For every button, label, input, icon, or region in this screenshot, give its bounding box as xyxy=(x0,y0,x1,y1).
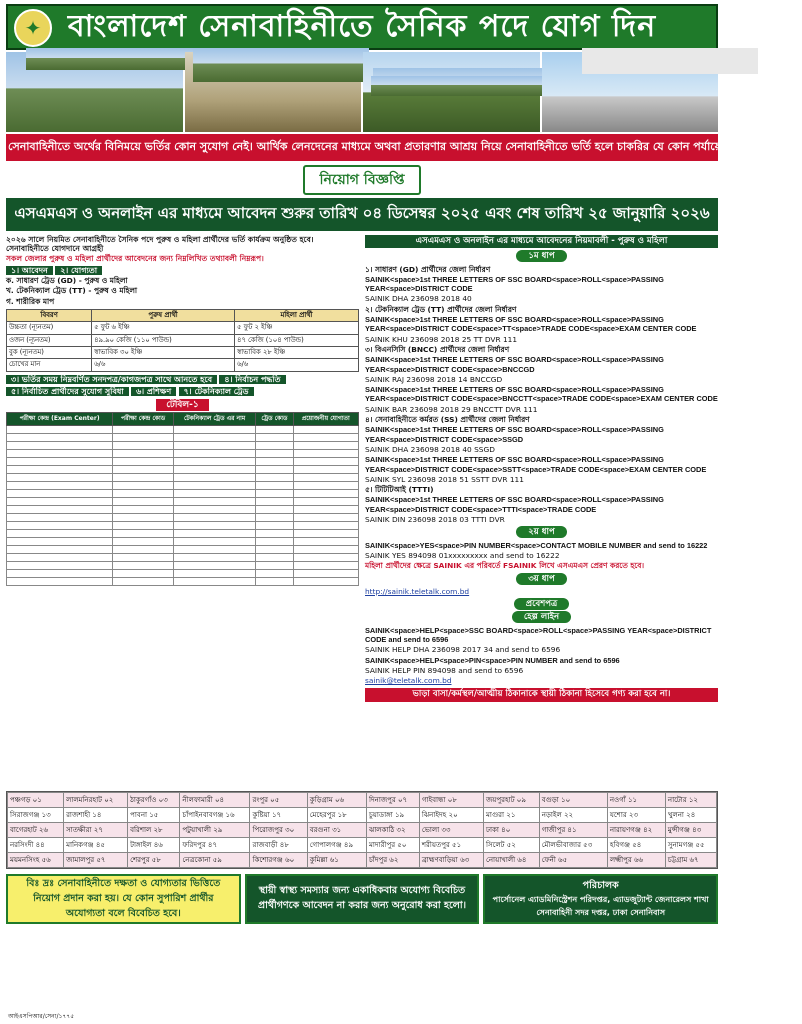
table-cell xyxy=(173,433,255,441)
sms-rules-heading: এসএমএস ও অনলাইন এর মাধ্যমে আবেদনের নিয়মাবলী - পুরুষ ও মহিলা xyxy=(365,235,718,248)
table-cell xyxy=(293,457,358,465)
subsection-physical: গ. শারীরিক মাপ xyxy=(6,296,55,306)
table-row xyxy=(7,481,359,489)
table-cell xyxy=(113,577,174,585)
table-cell xyxy=(293,441,358,449)
district-cell: হবিগঞ্জ ৫৪ xyxy=(607,838,665,853)
table-row xyxy=(7,441,359,449)
table-row xyxy=(7,346,359,358)
district-cell: চাঁদপুর ৬২ xyxy=(366,853,419,868)
table-cell xyxy=(173,489,255,497)
sms-example-bncc-gd: SAINIK RAJ 236098 2018 14 BNCCGD xyxy=(365,374,503,384)
district-cell: কুড়িগ্রাম ০৬ xyxy=(307,793,366,808)
intro-text-2: সকল জেলার পুরুষ ও মহিলা প্রার্থীদের আবেদনের জন্য নিম্নলিখিত তথ্যাবলী নিম্নরূপ। xyxy=(6,253,264,263)
table-cell xyxy=(7,577,113,585)
table-cell xyxy=(256,433,293,441)
subsection-tt: খ. টেকনিক্যাল ট্রেড (TT) - পুরুষ ও মহিলা xyxy=(6,286,138,296)
table-cell xyxy=(7,465,113,473)
district-cell: ঝিনাইদহ ২০ xyxy=(419,808,483,823)
district-cell: মাদারীপুর ৫০ xyxy=(366,838,419,853)
footer-note-health: স্থায়ী স্বাস্থ্য সমস্যার জন্য একাধিকবার অযোগ্য বিবেচিত প্রার্থীগণকে আবেদন না করার জন্য অনুরোধ করা হলো। xyxy=(245,874,480,924)
sms-format-ttti: SAINIK<space>1st THREE LETTERS OF SSC BOARD<space>ROLL<space>PASSING YEAR<space>DISTRICT CODE<space>TTTI<space>TRADE CODE xyxy=(365,495,664,514)
table-cell xyxy=(173,521,255,529)
ttti-title: ৫। টিটিটিআই (TTTI) xyxy=(365,485,434,495)
helpline-label: হেল্প লাইন xyxy=(512,611,571,623)
photo-strip xyxy=(6,52,718,132)
table-cell xyxy=(293,465,358,473)
table-row xyxy=(7,497,359,505)
table-cell xyxy=(293,425,358,433)
table-header: মহিলা প্রার্থী xyxy=(235,310,359,322)
district-cell: নড়াইল ২২ xyxy=(539,808,607,823)
table-cell xyxy=(113,449,174,457)
table-row xyxy=(7,505,359,513)
sms-format-help: SAINIK<space>HELP<space>SSC BOARD<space>ROLL<space>PASSING YEAR<space>DISTRICT CODE and send to 6596 xyxy=(365,625,712,644)
table-row xyxy=(7,449,359,457)
table-header: পুরুষ প্রার্থী xyxy=(92,310,235,322)
section-eligibility: ২। যোগ্যতা xyxy=(55,266,102,275)
table-row xyxy=(7,569,359,577)
help-email[interactable]: sainik@teletalk.com.bd xyxy=(365,676,452,686)
table-cell xyxy=(7,449,113,457)
table-cell xyxy=(7,513,113,521)
table-cell xyxy=(173,577,255,585)
table-cell: উচ্চতা (ন্যূনতম) xyxy=(7,322,92,334)
table-cell xyxy=(173,505,255,513)
district-cell: পঞ্চগড় ০১ xyxy=(8,793,64,808)
issuer-title: পরিচালক xyxy=(582,879,619,891)
district-cell: কুষ্টিয়া ১৭ xyxy=(250,808,307,823)
district-cell: নেত্রকোনা ৫৯ xyxy=(180,853,250,868)
table-cell xyxy=(113,425,174,433)
table-cell xyxy=(173,473,255,481)
district-row xyxy=(8,793,717,808)
table-cell xyxy=(256,425,293,433)
table-cell xyxy=(293,497,358,505)
table-cell xyxy=(7,433,113,441)
district-cell: রাজবাড়ী ৪৮ xyxy=(250,838,307,853)
sms-format-confirm: SAINIK<space>YES<space>PIN NUMBER<space>CONTACT MOBILE NUMBER and send to 16222 xyxy=(365,540,708,550)
district-cell: খুলনা ২৪ xyxy=(665,808,716,823)
table-cell xyxy=(113,553,174,561)
district-row xyxy=(8,808,717,823)
section-technical-trade: ৭। টেকনিক্যাল ট্রেড xyxy=(179,387,254,396)
table-row xyxy=(7,521,359,529)
district-cell: ঝালকাঠি ৩২ xyxy=(366,823,419,838)
table-header: টেকনিক্যাল ট্রেড এর নাম xyxy=(173,413,255,425)
district-cell: ফেনী ৬৫ xyxy=(539,853,607,868)
district-cell: জয়পুরহাট ০৯ xyxy=(484,793,540,808)
district-cell: বরগুনা ৩১ xyxy=(307,823,366,838)
intro-text: ২০২৬ সালে নিয়মিত সেনাবাহিনীতে সৈনিক পদে পুরুষ ও মহিলা প্রার্থীদের ভর্তি কার্যক্রম অনুষ্ঠিত হবে। সেনাবাহিনীতে যোগদানে আগ্রহী xyxy=(6,235,314,254)
table-cell: ৬/৬ xyxy=(92,359,235,371)
table-cell xyxy=(293,537,358,545)
table-cell xyxy=(256,577,293,585)
district-row xyxy=(8,823,717,838)
fsainik-note: মহিলা প্রার্থীদের ক্ষেত্রে SAINIK এর পরিবর্তে FSAINIK লিখে এসএমএস প্রেরণ করতে হবে। xyxy=(365,561,644,571)
district-cell: ফরিদপুর ৪৭ xyxy=(180,838,250,853)
table-cell xyxy=(113,489,174,497)
sms-example-ss-gd: SAINIK DHA 236098 2018 40 SSGD xyxy=(365,444,495,454)
table-cell xyxy=(256,465,293,473)
gd-title: ১। সাধারণ (GD) প্রার্থীদের জেলা নির্ধারণ xyxy=(365,264,491,274)
table-cell xyxy=(173,537,255,545)
district-cell: মাগুরা ২১ xyxy=(484,808,540,823)
table-cell xyxy=(7,457,113,465)
section-application: ১। আবেদন xyxy=(6,266,53,275)
table-cell xyxy=(173,561,255,569)
table-cell xyxy=(293,553,358,561)
table-cell xyxy=(256,473,293,481)
step-2-label: ২য় ধাপ xyxy=(516,526,567,538)
table-header: প্রয়োজনীয় যোগ্যতা xyxy=(293,413,358,425)
district-cell: মুন্সীগঞ্জ ৪৩ xyxy=(665,823,716,838)
district-cell: গাইবান্ধা ০৮ xyxy=(419,793,483,808)
district-cell: কিশোরগঞ্জ ৬০ xyxy=(250,853,307,868)
table-cell xyxy=(113,433,174,441)
district-cell: লক্ষ্মীপুর ৬৬ xyxy=(607,853,665,868)
ispr-code: আইএসপিআর/সেনা/১৭৭৫ xyxy=(8,1013,75,1020)
table-cell xyxy=(256,513,293,521)
warning-banner: সেনাবাহিনীতে অর্থের বিনিময়ে ভর্তির কোন সুযোগ নেই। আর্থিক লেনদেনের মাধ্যমে অথবা প্রতারণার আশ্রয় নিয়ে সেনাবাহিনীতে ভর্তি হলে চাকরির যে কোন পর্যায়ে বহিষ্কার করা হবে। xyxy=(6,134,718,161)
table-cell xyxy=(293,545,358,553)
table-cell xyxy=(7,569,113,577)
district-row xyxy=(8,853,717,868)
table-cell xyxy=(293,473,358,481)
district-cell: সাতক্ষীরা ২৭ xyxy=(64,823,128,838)
table-cell xyxy=(173,481,255,489)
table-row xyxy=(7,433,359,441)
table-cell: বুক (ন্যূনতম) xyxy=(7,346,92,358)
table-row xyxy=(7,457,359,465)
table-cell xyxy=(256,521,293,529)
sms-example-ttti: SAINIK DIN 236098 2018 03 TTTI DVR xyxy=(365,515,505,525)
helpline-wrap xyxy=(365,612,718,622)
district-cell: মেহেরপুর ১৮ xyxy=(307,808,366,823)
table-row xyxy=(7,425,359,433)
section-documents: ৩। ভর্তির সময় নিম্নবর্ণিত সনদপত্র/কাগজপত্র সাথে আনতে হবে xyxy=(6,375,217,384)
district-code-table xyxy=(6,791,718,869)
district-cell: যশোর ২৩ xyxy=(607,808,665,823)
notice-label-wrap xyxy=(6,165,718,195)
table-row xyxy=(7,473,359,481)
sms-format-gd: SAINIK<space>1st THREE LETTERS OF SSC BOARD<space>ROLL<space>PASSING YEAR<space>DISTRICT CODE xyxy=(365,274,664,294)
table-row xyxy=(7,489,359,497)
bncc-title: ৩। বিএনসিসি (BNCC) প্রার্থীদের জেলা নির্ধারণ xyxy=(365,344,510,354)
photo-parade xyxy=(185,52,362,132)
sms-example-confirm: SAINIK YES 894098 01xxxxxxxxx and send to 16222 xyxy=(365,550,560,560)
table-row xyxy=(7,322,359,334)
table-cell xyxy=(7,441,113,449)
table-cell xyxy=(7,489,113,497)
table-cell xyxy=(7,553,113,561)
table-cell xyxy=(113,561,174,569)
table-cell xyxy=(113,457,174,465)
table-cell xyxy=(256,497,293,505)
table-row xyxy=(7,334,359,346)
table-cell xyxy=(173,449,255,457)
footer xyxy=(6,874,718,924)
table-row xyxy=(7,545,359,553)
table-cell: ৫ ফুট ৬ ইঞ্চি xyxy=(92,322,235,334)
district-cell: নারায়ণগঞ্জ ৪২ xyxy=(607,823,665,838)
district-row xyxy=(8,838,717,853)
table-cell xyxy=(256,489,293,497)
district-cell: ময়মনসিংহ ৫৬ xyxy=(8,853,64,868)
admit-card-wrap xyxy=(365,599,718,609)
district-cell: নীলফামারী ০৪ xyxy=(180,793,250,808)
table-header: পরীক্ষা কেন্দ্র কোড xyxy=(113,413,174,425)
table-cell xyxy=(7,521,113,529)
table-cell: ৬/৬ xyxy=(235,359,359,371)
table-cell xyxy=(113,441,174,449)
district-cell: বাগেরহাট ২৬ xyxy=(8,823,64,838)
photo-helicopter-tank xyxy=(6,52,183,132)
table-row xyxy=(7,465,359,473)
district-cell: শরীয়তপুর ৫১ xyxy=(419,838,483,853)
right-column xyxy=(365,235,718,787)
district-cell: জামালপুর ৫৭ xyxy=(64,853,128,868)
table-cell xyxy=(293,569,358,577)
district-cell: লালমনিরহাট ০২ xyxy=(64,793,128,808)
table-cell xyxy=(293,561,358,569)
sms-format-bncc-gd: SAINIK<space>1st THREE LETTERS OF SSC BOARD<space>ROLL<space>PASSING YEAR<space>DISTRICT CODE<space>BNCCGD xyxy=(365,355,664,374)
table-cell xyxy=(113,529,174,537)
table-cell xyxy=(293,449,358,457)
left-column xyxy=(6,235,359,787)
table-row xyxy=(7,537,359,545)
district-cell: বরিশাল ২৮ xyxy=(128,823,180,838)
table-cell xyxy=(256,457,293,465)
table-cell xyxy=(173,441,255,449)
table-cell xyxy=(256,545,293,553)
step-3-wrap xyxy=(365,574,718,584)
table-cell xyxy=(256,561,293,569)
table-cell xyxy=(173,513,255,521)
table-cell xyxy=(7,505,113,513)
district-cell: গোপালগঞ্জ ৪৯ xyxy=(307,838,366,853)
poster-header xyxy=(6,4,718,50)
subsection-gd: ক. সাধারণ ট্রেড (GD) - পুরুষ ও মহিলা xyxy=(6,276,128,286)
district-cell: নাটোর ১২ xyxy=(665,793,716,808)
table-cell xyxy=(173,553,255,561)
table-cell xyxy=(293,489,358,497)
sms-example-bncc-tt: SAINIK BAR 236098 2018 29 BNCCTT DVR 111 xyxy=(365,404,538,414)
table-cell xyxy=(256,481,293,489)
table-header: ট্রেড কোড xyxy=(256,413,293,425)
photo-flag-parade xyxy=(363,52,540,132)
table-cell xyxy=(256,553,293,561)
table-cell xyxy=(173,545,255,553)
district-cell: রাজশাহী ১৪ xyxy=(64,808,128,823)
table-cell xyxy=(113,569,174,577)
district-cell: ঠাকুরগাঁও ০৩ xyxy=(128,793,180,808)
district-cell: চাঁপাইনবাবগঞ্জ ১৬ xyxy=(180,808,250,823)
table-cell xyxy=(293,521,358,529)
table-cell xyxy=(113,497,174,505)
district-cell: চুয়াডাঙ্গা ১৯ xyxy=(366,808,419,823)
district-cell: সিরাজগঞ্জ ১৩ xyxy=(8,808,64,823)
section-benefits: ৫। নির্বাচিত প্রার্থীদের সুযোগ সুবিধা xyxy=(6,387,129,396)
table-cell xyxy=(173,465,255,473)
district-cell: শেরপুর ৫৮ xyxy=(128,853,180,868)
table-cell xyxy=(7,545,113,553)
district-cell: ঢাকা ৪০ xyxy=(484,823,540,838)
district-cell: দিনাজপুর ০৭ xyxy=(366,793,419,808)
table1-label-wrap xyxy=(6,400,359,410)
notice-label: নিয়োগ বিজ্ঞপ্তি xyxy=(303,165,420,195)
district-cell: গাজীপুর ৪১ xyxy=(539,823,607,838)
table-cell xyxy=(173,457,255,465)
table-cell xyxy=(113,465,174,473)
district-cell: টাঙ্গাইল ৪৬ xyxy=(128,838,180,853)
step-2-wrap xyxy=(365,527,718,537)
sms-example-tt: SAINIK KHU 236098 2018 25 TT DVR 111 xyxy=(365,334,518,344)
admit-card-label: প্রবেশপত্র xyxy=(514,598,570,610)
district-cell: সুনামগঞ্জ ৫৫ xyxy=(665,838,716,853)
table-row xyxy=(7,359,359,371)
army-emblem-icon: ✦ xyxy=(14,9,52,47)
district-cell: নরসিংদী ৪৪ xyxy=(8,838,64,853)
table-row xyxy=(7,513,359,521)
table-cell xyxy=(7,561,113,569)
section-training: ৬। প্রশিক্ষণ xyxy=(131,387,176,396)
district-cell: ব্রাহ্মণবাড়িয়া ৬৩ xyxy=(419,853,483,868)
table-cell xyxy=(7,529,113,537)
tt-title: ২। টেকনিক্যাল ট্রেড (TT) প্রার্থীদের জেলা নির্ধারণ xyxy=(365,304,517,314)
sms-format-ss-tt: SAINIK<space>1st THREE LETTERS OF SSC BOARD<space>ROLL<space>PASSING YEAR<space>DISTRICT CODE<space>SSTT<space>TRADE CODE<space>EXAM CENTER CODE xyxy=(365,455,707,474)
table-cell: চোখের মান xyxy=(7,359,92,371)
table-cell xyxy=(113,481,174,489)
district-cell: নোয়াখালী ৬৪ xyxy=(484,853,540,868)
table-cell xyxy=(173,497,255,505)
physical-requirements-table xyxy=(6,309,359,371)
sms-example-gd: SAINIK DHA 236098 2018 40 xyxy=(365,294,472,304)
table-row xyxy=(7,529,359,537)
footer-note-merit: বিঃ দ্রঃ সেনাবাহিনীতে দক্ষতা ও যোগ্যতার ভিত্তিতে নিয়োগ প্রদান করা হয়। যে কোন সুপারিশ প্রার্থীর অযোগ্যতা বলে বিবেচিত হবে। xyxy=(6,874,241,924)
portal-url[interactable]: http://sainik.teletalk.com.bd xyxy=(365,586,470,596)
district-cell: নওগাঁ ১১ xyxy=(607,793,665,808)
table-row xyxy=(7,561,359,569)
district-cell: বগুড়া ১০ xyxy=(539,793,607,808)
table-cell: ৪৯.৯০ কেজি (১১০ পাউন্ড) xyxy=(92,334,235,346)
step-1-wrap xyxy=(365,251,718,261)
table-cell xyxy=(113,545,174,553)
district-cell: কুমিল্লা ৬১ xyxy=(307,853,366,868)
district-cell: পটুয়াখালী ২৯ xyxy=(180,823,250,838)
application-dates-banner: এসএমএস ও অনলাইন এর মাধ্যমে আবেদন শুরুর তারিখ ০৪ ডিসেম্বর ২০২৫ এবং শেষ তারিখ ২৫ জানুয়ারি ২০২৬ xyxy=(6,198,718,231)
table-cell: ৫ ফুট ২ ইঞ্চি xyxy=(235,322,359,334)
table-cell xyxy=(293,433,358,441)
table-cell xyxy=(256,537,293,545)
table-cell xyxy=(256,441,293,449)
table-cell xyxy=(173,529,255,537)
table-cell xyxy=(7,537,113,545)
district-cell: ভোলা ৩৩ xyxy=(419,823,483,838)
table-cell xyxy=(256,569,293,577)
sms-format-tt: SAINIK<space>1st THREE LETTERS OF SSC BOARD<space>ROLL<space>PASSING YEAR<space>DISTRICT CODE<space>TT<space>TRADE CODE<space>EXAM CENTER CODE xyxy=(365,315,697,334)
table-cell xyxy=(113,521,174,529)
address-warning-bar: ভাড়া বাসা/কর্মস্থল/আত্মীয় ঠিকানাকে স্থায়ী ঠিকানা হিসেবে গণ্য করা হবে না। xyxy=(365,688,718,701)
table-row xyxy=(7,577,359,585)
table-header: বিবরণ xyxy=(7,310,92,322)
district-cell: মানিকগঞ্জ ৪৫ xyxy=(64,838,128,853)
table-cell xyxy=(293,577,358,585)
sms-example-ss-tt: SAINIK SYL 236098 2018 51 SSTT DVR 111 xyxy=(365,474,524,484)
table-cell xyxy=(293,529,358,537)
table-cell xyxy=(7,481,113,489)
district-cell: চট্টগ্রাম ৬৭ xyxy=(665,853,716,868)
district-cell: রংপুর ০৫ xyxy=(250,793,307,808)
table-cell: ৪৭ কেজি (১০৪ পাউন্ড) xyxy=(235,334,359,346)
table-cell xyxy=(256,529,293,537)
step-1-label: ১ম ধাপ xyxy=(516,250,566,262)
district-cell: পাবনা ১৫ xyxy=(128,808,180,823)
table-cell xyxy=(113,473,174,481)
district-cell: পিরোজপুর ৩০ xyxy=(250,823,307,838)
table-cell xyxy=(7,497,113,505)
table-cell xyxy=(113,505,174,513)
table-row xyxy=(7,553,359,561)
table-cell: ওজন (ন্যূনতম) xyxy=(7,334,92,346)
table-cell: স্বাভাবিক ২৮ ইঞ্চি xyxy=(235,346,359,358)
table-cell xyxy=(173,569,255,577)
table-cell xyxy=(113,537,174,545)
district-cell: সিলেট ৫২ xyxy=(484,838,540,853)
table-cell xyxy=(113,513,174,521)
sms-example-help: SAINIK HELP DHA 236098 2017 34 and send to 6596 xyxy=(365,645,561,655)
content-columns xyxy=(6,235,718,787)
sms-format-bncc-tt: SAINIK<space>1st THREE LETTERS OF SSC BOARD<space>ROLL<space>PASSING YEAR<space>DISTRICT CODE<space>BNCCTT<space>TRADE CODE<space>EXAM CENTER CODE xyxy=(365,385,718,404)
photo-un-vehicle xyxy=(542,52,719,132)
footer-issuer xyxy=(483,874,718,924)
table-cell xyxy=(293,513,358,521)
table-header: পরীক্ষা কেন্দ্র (Exam Center) xyxy=(7,413,113,425)
sms-example-help-pin: SAINIK HELP PIN 894098 and send to 6596 xyxy=(365,665,524,675)
section-selection: ৪। নির্বাচন পদ্ধতি xyxy=(219,375,285,384)
exam-center-table xyxy=(6,412,359,585)
table-cell xyxy=(293,481,358,489)
table1-label: টেবিল-১ xyxy=(156,399,208,411)
ss-title: ৪। সেনাবাহিনীতে কর্মরত (SS) প্রার্থীদের জেলা নির্ধারণ xyxy=(365,415,530,425)
step-3-label: ৩য় ধাপ xyxy=(516,573,567,585)
page-title: বাংলাদেশ সেনাবাহিনীতে সৈনিক পদে যোগ দিন xyxy=(67,8,657,44)
table-cell xyxy=(173,425,255,433)
table-cell xyxy=(256,449,293,457)
table-cell xyxy=(256,505,293,513)
issuer-body: পার্সোনেল এ্যাডমিনিস্ট্রেশন পরিদপ্তর, এ্যাডজুট্যান্ট জেনারেলস শাখা সেনাবাহিনী সদর দপ্তর, ঢাকা সেনানিবাস xyxy=(492,894,709,917)
sms-format-help-pin: SAINIK<space>HELP<space>PIN<space>PIN NUMBER and send to 6596 xyxy=(365,655,620,665)
table-cell: স্বাভাবিক ৩০ ইঞ্চি xyxy=(92,346,235,358)
table-cell xyxy=(7,425,113,433)
district-cell: মৌলভীবাজার ৫৩ xyxy=(539,838,607,853)
table-cell xyxy=(293,505,358,513)
sms-format-ss-gd: SAINIK<space>1st THREE LETTERS OF SSC BOARD<space>ROLL<space>PASSING YEAR<space>DISTRICT CODE<space>SSGD xyxy=(365,425,664,444)
table-cell xyxy=(7,473,113,481)
